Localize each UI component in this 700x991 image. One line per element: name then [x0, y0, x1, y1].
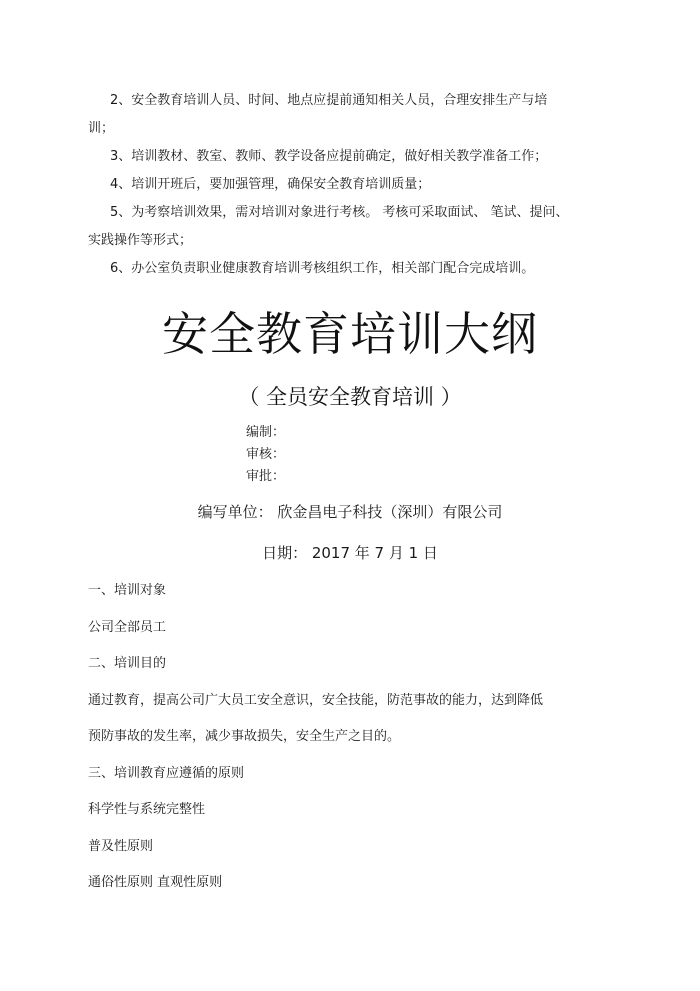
section-text-purpose-line-1: 通过教育，提高公司广大员工安全意识，安全技能，防范事故的能力，达到降低: [88, 693, 544, 708]
section-text-purpose-line-2: 预防事故的发生率，减少事故损失，安全生产之目的。: [88, 729, 401, 744]
section-heading-training-target: 一、培训对象: [88, 583, 167, 598]
section-text-all-staff: 公司全部员工: [88, 620, 167, 635]
intro-item-4: 4、培训开班后，要加强管理，确保安全教育培训质量；: [110, 177, 431, 192]
principle-popular-intuitive: 通俗性原则 直观性原则: [88, 875, 223, 890]
principle-universal: 普及性原则: [88, 839, 154, 854]
intro-item-6: 6、办公室负责职业健康教育培训考核组织工作，相关部门配合完成培训。: [110, 261, 535, 276]
intro-item-2-continued: 训；: [88, 121, 115, 136]
section-heading-principles: 三、培训教育应遵循的原则: [88, 766, 245, 781]
date-line: 日期： 2017 年 7 月 1 日: [262, 544, 438, 562]
intro-item-2: 2、安全教育培训人员、时间、地点应提前通知相关人员，合理安排生产与培: [110, 93, 548, 108]
approved-by-label: 审批：: [246, 469, 286, 484]
section-heading-training-purpose: 二、培训目的: [88, 656, 167, 671]
principle-scientific: 科学性与系统完整性: [88, 802, 206, 817]
intro-item-5-continued: 实践操作等形式；: [88, 233, 193, 248]
reviewed-by-label: 审核：: [246, 447, 286, 462]
intro-item-5: 5、为考察培训效果，需对培训对象进行考核。 考核可采取面试、 笔试、提问、: [110, 205, 569, 220]
document-title: 安全教育培训大纲: [162, 307, 538, 361]
organization-line: 编写单位： 欣金昌电子科技（深圳）有限公司: [197, 503, 503, 521]
intro-item-3: 3、培训教材、教室、教师、教学设备应提前确定，做好相关教学准备工作；: [110, 149, 548, 164]
document-subtitle: （ 全员安全教育培训 ）: [238, 385, 462, 409]
compiled-by-label: 编制：: [246, 425, 286, 440]
